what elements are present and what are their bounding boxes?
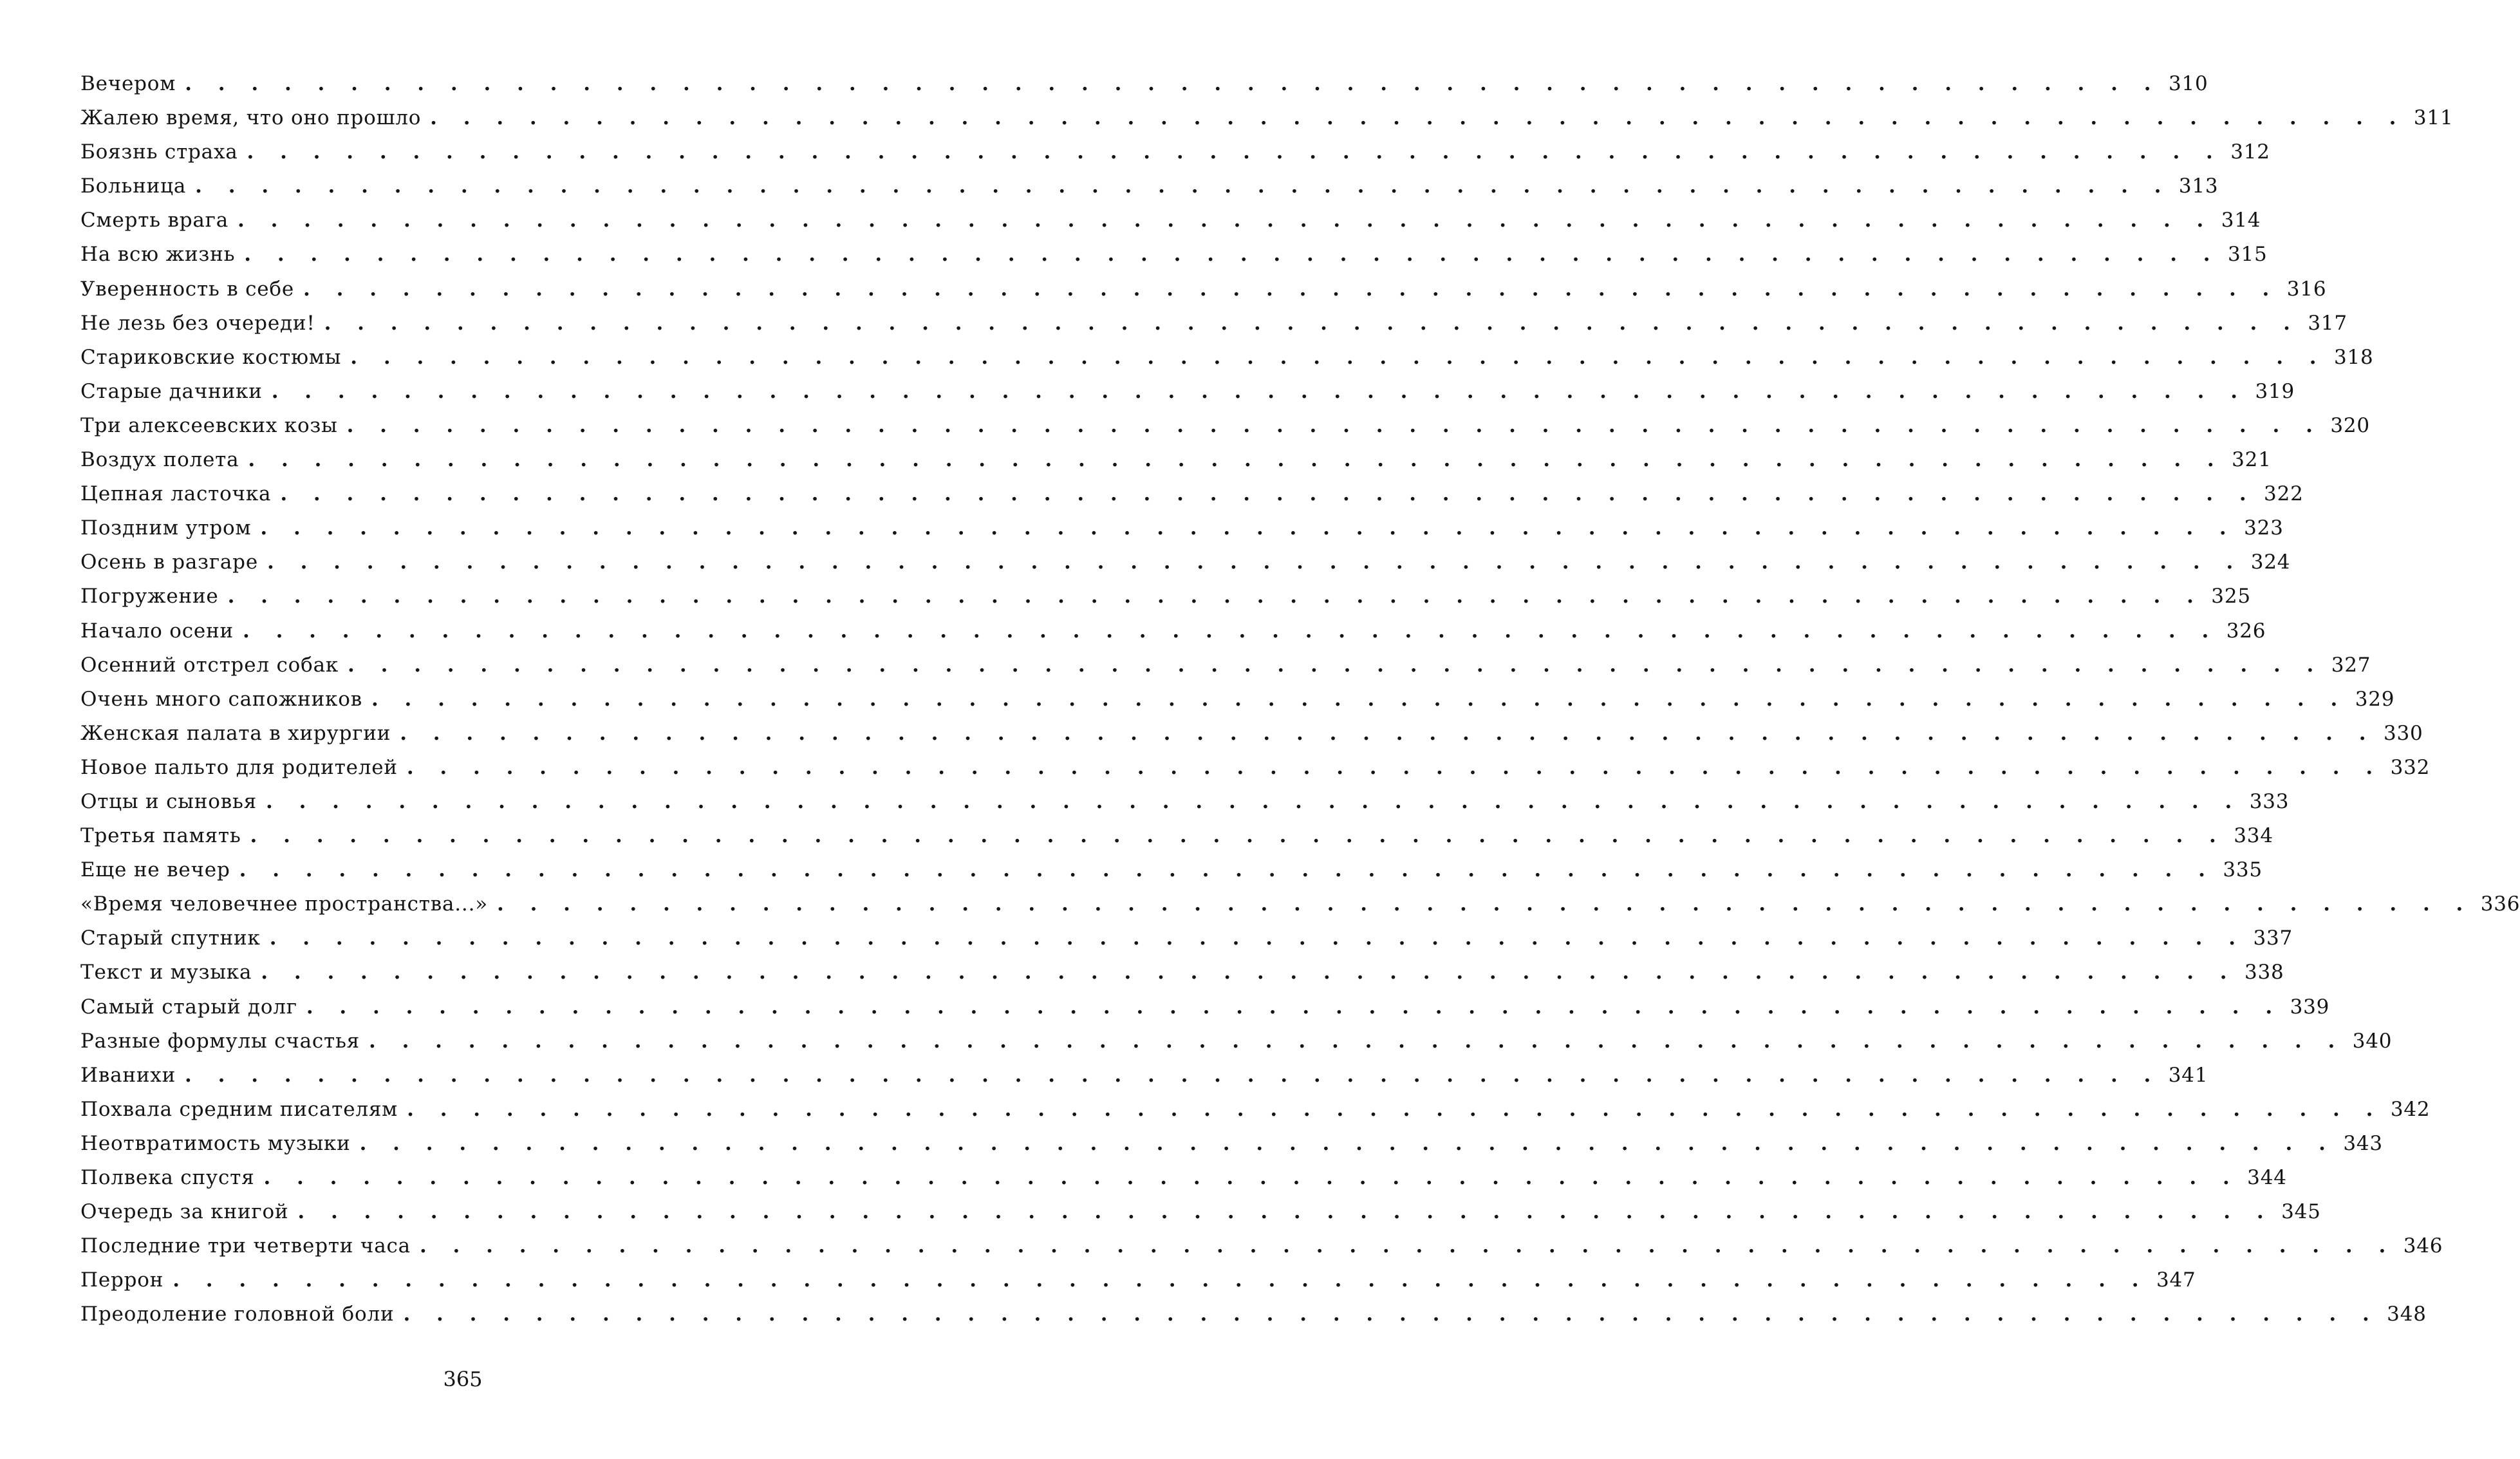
toc-dot-leader: . . . . . . . . . . . . . . . . . . . . . . . . . . . . . . . . . . . . . . . . . . . . . . . . . . . . . . . . . . . . [306,995,2282,1019]
toc-entry [80,413,2370,448]
toc-entry-page: 322 [2264,482,2304,506]
toc-entry [80,1097,2431,1132]
toc-dot-leader: . . . . . . . . . . . . . . . . . . . . . . . . . . . . . . . . . . . . . . . . . . . . . . . . . . . . . . . . . . . . [350,345,2326,369]
toc-entry-page: 310 [2168,72,2208,95]
toc-entry-title: Разные формулы счастья [80,1029,360,1053]
toc-dot-leader: . . . . . . . . . . . . . . . . . . . . . . . . . . . . . . . . . . . . . . . . . . . . . . . . . . . . . . . . . . . . [400,721,2376,745]
toc-entry-title: Перрон [80,1268,164,1292]
toc-entry-title: Старые дачники [80,379,263,403]
toc-dot-leader: . . . . . . . . . . . . . . . . . . . . . . . . . . . . . . . . . . . . . . . . . . . . . . . . . . . . . . . . . . . . [280,482,2256,506]
toc-entry-title: Отцы и сыновья [80,789,257,813]
toc-entry-title: Иванихи [80,1063,176,1087]
toc-entry-page: 343 [2343,1131,2383,1155]
toc-entry-page: 325 [2211,585,2251,608]
toc-entry-page: 330 [2383,721,2423,745]
toc-entry [80,1303,2427,1337]
toc-dot-leader: . . . . . . . . . . . . . . . . . . . . . . . . . . . . . . . . . . . . . . . . . . . . . . . . . . . . . . . . . . . . [419,1234,2396,1258]
toc-dot-leader: . . . . . . . . . . . . . . . . . . . . . . . . . . . . . . . . . . . . . . . . . . . . . . . . . . . . . . . . . . . . [261,961,2237,984]
toc-dot-leader: . . . . . . . . . . . . . . . . . . . . . . . . . . . . . . . . . . . . . . . . . . . . . . . . . . . . . . . . . . . . [227,585,2203,608]
toc-entry-title: Поздним утром [80,516,252,540]
toc-entry-page: 313 [2178,174,2219,198]
toc-dot-leader: . . . . . . . . . . . . . . . . . . . . . . . . . . . . . . . . . . . . . . . . . . . . . . . . . . . . . . . . . . . . [269,927,2246,950]
toc-entry-page: 329 [2355,687,2395,711]
toc-entry-page: 321 [2232,448,2272,472]
toc-entry [80,1131,2383,1166]
toc-entry-page: 342 [2390,1097,2431,1121]
toc-entry-page: 332 [2390,755,2431,779]
toc-dot-leader: . . . . . . . . . . . . . . . . . . . . . . . . . . . . . . . . . . . . . . . . . . . . . . . . . . . . . . . . . . . . [430,106,2406,130]
toc-entry-title: Воздух полета [80,448,239,472]
toc-dot-leader: . . . . . . . . . . . . . . . . . . . . . . . . . . . . . . . . . . . . . . . . . . . . . . . . . . . . . . . . . . . . [497,892,2473,916]
toc-entry-page: 344 [2247,1166,2287,1189]
toc-entry [80,277,2327,312]
toc-entry-title: Очередь за книгой [80,1200,289,1224]
toc-dot-leader: . . . . . . . . . . . . . . . . . . . . . . . . . . . . . . . . . . . . . . . . . . . . . . . . . . . . . . . . . . . . [324,311,2300,335]
toc-entry [80,687,2395,722]
toc-entry-title: Погружение [80,585,219,608]
toc-entry [80,961,2284,995]
toc-entry-page: 347 [2156,1268,2196,1292]
toc-entry-page: 320 [2330,413,2370,437]
toc-entry-title: Боязнь страха [80,140,238,164]
toc-entry [80,653,2371,688]
toc-dot-leader: . . . . . . . . . . . . . . . . . . . . . . . . . . . . . . . . . . . . . . . . . . . . . . . . . . . . . . . . . . . . [359,1131,2335,1155]
toc-dot-leader: . . . . . . . . . . . . . . . . . . . . . . . . . . . . . . . . . . . . . . . . . . . . . . . . . . . . . . . . . . . . [403,1303,2379,1326]
toc-dot-leader: . . . . . . . . . . . . . . . . . . . . . . . . . . . . . . . . . . . . . . . . . . . . . . . . . . . . . . . . . . . . [185,1063,2161,1087]
toc-entry [80,448,2272,482]
toc-entry-page: 333 [2249,789,2290,813]
toc-entry-title: Не лезь без очереди! [80,311,315,335]
toc-entry-page: 324 [2250,551,2291,574]
toc-entry-page: 336 [2480,892,2520,916]
toc-entry-page: 315 [2228,243,2268,267]
toc-dot-leader: . . . . . . . . . . . . . . . . . . . . . . . . . . . . . . . . . . . . . . . . . . . . . . . . . . . . . . . . . . . . [260,516,2236,540]
toc-entry-page: 326 [2226,619,2266,643]
toc-entry-page: 340 [2352,1029,2393,1053]
toc-entry [80,892,2520,927]
toc-dot-leader: . . . . . . . . . . . . . . . . . . . . . . . . . . . . . . . . . . . . . . . . . . . . . . . . . . . . . . . . . . . . [239,858,2215,882]
toc-dot-leader: . . . . . . . . . . . . . . . . . . . . . . . . . . . . . . . . . . . . . . . . . . . . . . . . . . . . . . . . . . . . [369,1029,2345,1053]
toc-entry [80,585,2251,619]
toc-dot-leader: . . . . . . . . . . . . . . . . . . . . . . . . . . . . . . . . . . . . . . . . . . . . . . . . . . . . . . . . . . . . [406,755,2383,779]
toc-entry-title: Цепная ласточка [80,482,272,506]
toc-entry-page: 312 [2230,140,2270,164]
toc-entry-title: Стариковские костюмы [80,345,342,369]
toc-entry-title: Полвека спустя [80,1166,255,1189]
toc-dot-leader: . . . . . . . . . . . . . . . . . . . . . . . . . . . . . . . . . . . . . . . . . . . . . . . . . . . . . . . . . . . . [195,174,2171,198]
toc-entry-title: Еще не вечер [80,858,230,882]
toc-entry-title: Смерть врага [80,209,229,232]
toc-entry-title: Самый старый долг [80,995,297,1019]
toc-entry-page: 345 [2281,1200,2321,1224]
toc-dot-leader: . . . . . . . . . . . . . . . . . . . . . . . . . . . . . . . . . . . . . . . . . . . . . . . . . . . . . . . . . . . . [244,243,2220,267]
toc-dot-leader: . . . . . . . . . . . . . . . . . . . . . . . . . . . . . . . . . . . . . . . . . . . . . . . . . . . . . . . . . . . . [263,1166,2239,1189]
toc-dot-leader: . . . . . . . . . . . . . . . . . . . . . . . . . . . . . . . . . . . . . . . . . . . . . . . . . . . . . . . . . . . . [266,551,2243,574]
toc-entry-page: 323 [2244,516,2284,540]
toc-entry [80,755,2431,790]
toc-entry [80,1268,2196,1303]
toc-entry [80,379,2295,414]
toc-dot-leader: . . . . . . . . . . . . . . . . . . . . . . . . . . . . . . . . . . . . . . . . . . . . . . . . . . . . . . . . . . . . [271,379,2248,403]
toc-entry-page: 334 [2234,824,2273,848]
toc-entry [80,995,2330,1030]
toc-dot-leader: . . . . . . . . . . . . . . . . . . . . . . . . . . . . . . . . . . . . . . . . . . . . . . . . . . . . . . . . . . . . [346,413,2322,437]
page-number: 365 [443,1367,483,1391]
toc-dot-leader: . . . . . . . . . . . . . . . . . . . . . . . . . . . . . . . . . . . . . . . . . . . . . . . . . . . . . . . . . . . . [248,448,2224,472]
toc-entry [80,927,2293,961]
toc-entry [80,345,2374,380]
toc-dot-leader: . . . . . . . . . . . . . . . . . . . . . . . . . . . . . . . . . . . . . . . . . . . . . . . . . . . . . . . . . . . . [243,619,2219,643]
toc-entry [80,789,2290,824]
toc-entry-title: «Время человечнее пространства...» [80,892,489,916]
toc-entry-title: Третья память [80,824,241,848]
toc-entry [80,209,2261,243]
toc-dot-leader: . . . . . . . . . . . . . . . . . . . . . . . . . . . . . . . . . . . . . . . . . . . . . . . . . . . . . . . . . . . . [303,277,2279,301]
toc-dot-leader: . . . . . . . . . . . . . . . . . . . . . . . . . . . . . . . . . . . . . . . . . . . . . . . . . . . . . . . . . . . . [173,1268,2149,1292]
toc-entry-page: 327 [2331,653,2371,677]
toc-entry-page: 338 [2245,961,2284,984]
toc-entry-title: Жалею время, что оно прошло [80,106,422,130]
toc-entry-page: 311 [2413,106,2454,130]
toc-entry-title: Последние три четверти часа [80,1234,411,1258]
toc-entry-title: Три алексеевских козы [80,413,338,437]
toc-dot-leader: . . . . . . . . . . . . . . . . . . . . . . . . . . . . . . . . . . . . . . . . . . . . . . . . . . . . . . . . . . . . [371,687,2347,711]
toc-entry [80,619,2266,654]
toc-dot-leader: . . . . . . . . . . . . . . . . . . . . . . . . . . . . . . . . . . . . . . . . . . . . . . . . . . . . . . . . . . . . [407,1097,2383,1121]
toc-entry [80,721,2423,756]
toc-entry [80,1029,2393,1064]
toc-entry-page: 318 [2334,345,2374,369]
toc-entry-page: 348 [2387,1303,2427,1326]
toc-entry [80,106,2454,140]
toc-entry [80,243,2268,277]
toc-entry-title: Очень много сапожников [80,687,362,711]
toc-dot-leader: . . . . . . . . . . . . . . . . . . . . . . . . . . . . . . . . . . . . . . . . . . . . . . . . . . . . . . . . . . . . [297,1200,2273,1224]
toc-dot-leader: . . . . . . . . . . . . . . . . . . . . . . . . . . . . . . . . . . . . . . . . . . . . . . . . . . . . . . . . . . . . [250,824,2226,848]
toc-entry-title: Неотвратимость музыки [80,1131,351,1155]
toc-entry-title: Осень в разгаре [80,551,258,574]
toc-entry [80,1200,2321,1234]
toc-entry-page: 339 [2290,995,2330,1019]
toc-entry-page: 316 [2286,277,2327,301]
toc-entry-page: 317 [2308,311,2347,335]
toc-dot-leader: . . . . . . . . . . . . . . . . . . . . . . . . . . . . . . . . . . . . . . . . . . . . . . . . . . . . . . . . . . . . [247,140,2223,164]
toc-entry-title: Осенний отстрел собак [80,653,339,677]
toc-dot-leader: . . . . . . . . . . . . . . . . . . . . . . . . . . . . . . . . . . . . . . . . . . . . . . . . . . . . . . . . . . . . [185,72,2161,95]
toc-entry-title: Женская палата в хирургии [80,721,391,745]
toc-entry [80,1234,2443,1268]
toc-dot-leader: . . . . . . . . . . . . . . . . . . . . . . . . . . . . . . . . . . . . . . . . . . . . . . . . . . . . . . . . . . . . [266,789,2242,813]
toc-entry [80,140,2270,174]
toc-entry-title: Преодоление головной боли [80,1303,395,1326]
table-of-contents [80,72,2520,1337]
toc-dot-leader: . . . . . . . . . . . . . . . . . . . . . . . . . . . . . . . . . . . . . . . . . . . . . . . . . . . . . . . . . . . . [238,209,2214,232]
toc-entry [80,1166,2287,1200]
toc-entry-title: Начало осени [80,619,234,643]
toc-entry-page: 346 [2403,1234,2443,1258]
toc-entry-page: 341 [2168,1063,2208,1087]
toc-entry-title: Старый спутник [80,927,261,950]
toc-entry [80,551,2291,585]
toc-entry-page: 335 [2223,858,2263,882]
toc-dot-leader: . . . . . . . . . . . . . . . . . . . . . . . . . . . . . . . . . . . . . . . . . . . . . . . . . . . . . . . . . . . . [348,653,2324,677]
toc-entry-title: Уверенность в себе [80,277,295,301]
toc-entry [80,824,2273,858]
toc-entry [80,174,2219,209]
toc-entry-page: 337 [2253,927,2293,950]
toc-entry-title: Новое пальто для родителей [80,755,398,779]
toc-entry [80,858,2263,892]
toc-entry-title: Вечером [80,72,176,95]
toc-entry-title: На всю жизнь [80,243,236,267]
toc-entry [80,516,2284,551]
toc-entry [80,1063,2208,1098]
toc-entry [80,482,2304,516]
toc-entry-page: 314 [2221,209,2261,232]
toc-entry-title: Текст и музыка [80,961,252,984]
toc-entry-title: Похвала средним писателям [80,1097,398,1121]
toc-entry-page: 319 [2255,379,2295,403]
toc-entry [80,311,2347,346]
toc-entry [80,72,2208,106]
toc-entry-title: Больница [80,174,187,198]
